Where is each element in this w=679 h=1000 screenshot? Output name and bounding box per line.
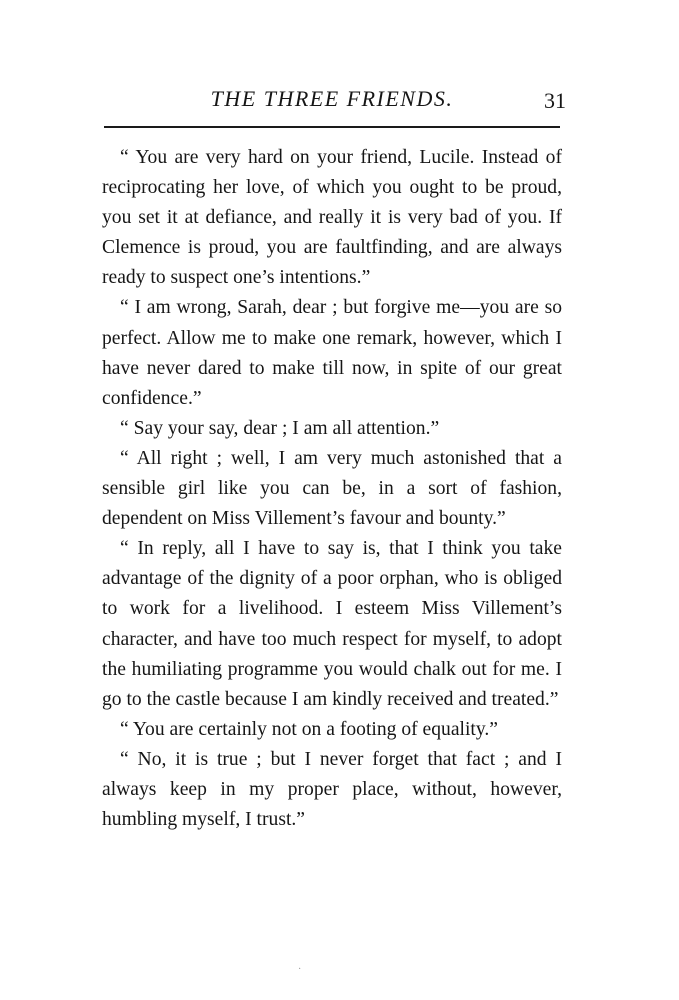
body-text — [102, 143, 562, 835]
page-speck: · — [298, 964, 302, 975]
header-rule — [104, 126, 560, 128]
paragraph-7: “ No, it is true ; but I never forget that fact ; and I always keep in my proper place, without, however, humbling myself, I trust.” — [102, 748, 562, 831]
paragraph-1: “ You are very hard on your friend, Lucile. Instead of reciprocating her love, of which you ought to be proud, you set it at defiance, and really it is very bad of you. If Clemence is proud, you are faultfinding, and are always ready to suspect one’s intentions.” — [102, 147, 562, 289]
paragraph-4: “ All right ; well, I am very much astonished that a sensible girl like you can be, in a sort of fashion, dependent on Miss Villement’s favour and bounty.” — [102, 447, 562, 530]
paragraph-5: “ In reply, all I have to say is, that I think you take advantage of the dignity of a poor orphan, who is obliged to work for a livelihood. I esteem Miss Villement’s character, and have too much respect for myself, to adopt the humiliating programme you would chalk out for me. I go to the castle because I am kindly received and treated.” — [102, 538, 562, 710]
running-head — [104, 84, 566, 120]
paragraph-3: “ Say your say, dear ; I am all attention.” — [120, 417, 440, 439]
paragraph-6: “ You are certainly not on a footing of equality.” — [120, 718, 498, 740]
page-number: 31 — [544, 88, 566, 113]
paragraph-2: “ I am wrong, Sarah, dear ; but forgive me—you are so perfect. Allow me to make one remark, however, which I have never dared to make till now, in spite of our great confidence.” — [102, 297, 562, 409]
running-title: THE THREE FRIENDS. — [210, 86, 454, 111]
